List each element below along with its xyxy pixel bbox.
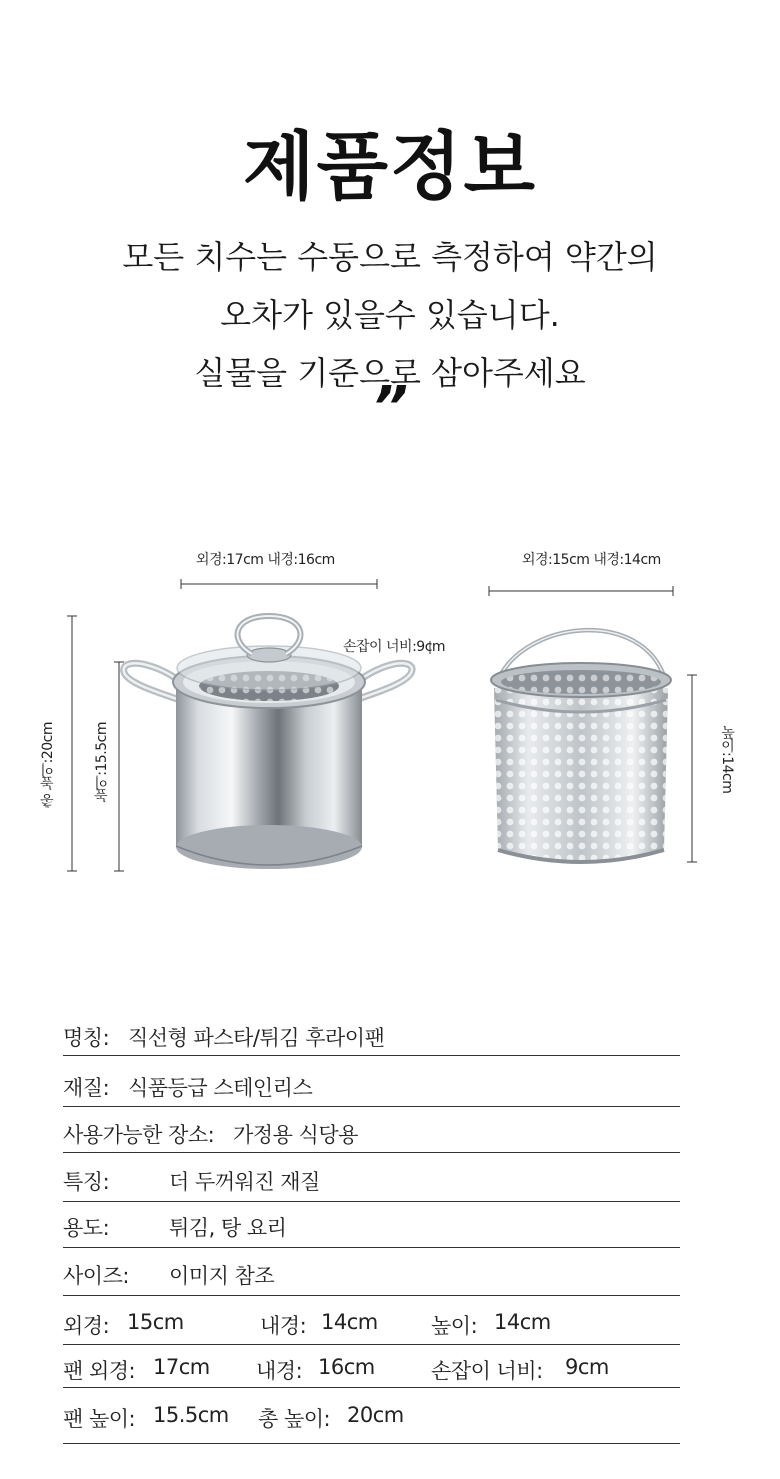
- spec-outer-value: 15cm: [127, 1310, 184, 1334]
- spec-row-basket-dims: [63, 1301, 680, 1345]
- basket-illustration: [491, 630, 671, 862]
- spec-pan-height-value: 15.5cm: [153, 1403, 229, 1427]
- total-height-label: 총 높이:20cm: [40, 722, 56, 808]
- spec-pan-outer-label: 팬 외경:: [63, 1359, 136, 1383]
- spec-usage-value: 튀김, 탕 요리: [169, 1216, 287, 1240]
- spec-total-height-value: 20cm: [347, 1403, 404, 1427]
- spec-handle-label: 손잡이 너비:: [431, 1359, 543, 1383]
- page-title: 제품정보: [243, 124, 537, 210]
- spec-usage-label: 용도:: [63, 1216, 110, 1240]
- spec-feature-label: 특징:: [63, 1170, 110, 1194]
- spec-size-value: 이미지 참조: [169, 1264, 275, 1288]
- pot-illustration: [124, 616, 412, 869]
- spec-total-height-label: 총 높이:: [258, 1407, 331, 1431]
- spec-row-heights: [63, 1393, 680, 1444]
- spec-row-material: [63, 1062, 680, 1107]
- spec-pan-inner-value: 16cm: [318, 1355, 375, 1379]
- handle-width-label: 손잡이 너비:9cm: [343, 639, 446, 655]
- spec-row-place: [63, 1112, 680, 1153]
- spec-row-name: [63, 1012, 680, 1056]
- basket-height-label: 높이:14cm: [719, 725, 735, 794]
- spec-inner-label: 내경:: [260, 1314, 307, 1338]
- spec-place-value: 가정용 식당용: [233, 1123, 358, 1147]
- notice-line-2: 오차가 있을수 있습니다.: [220, 296, 560, 334]
- spec-row-feature: [63, 1158, 680, 1202]
- spec-row-usage: [63, 1207, 680, 1248]
- spec-material-label: 재질:: [63, 1076, 110, 1100]
- spec-material-value: 식품등급 스테인리스: [128, 1076, 313, 1100]
- spec-inner-value: 14cm: [321, 1310, 378, 1334]
- basket-diameter-label: 외경:15cm 내경:14cm: [522, 552, 661, 568]
- spec-pan-inner-label: 내경:: [256, 1359, 303, 1383]
- notice-line-1: 모든 치수는 수동으로 측정하여 약간의: [122, 238, 658, 276]
- spec-place-label: 사용가능한 장소:: [63, 1123, 215, 1147]
- spec-name-value: 직선형 파스타/튀김 후라이팬: [128, 1026, 385, 1050]
- quote-mark: ”: [371, 375, 409, 440]
- spec-handle-value: 9cm: [565, 1355, 609, 1379]
- spec-outer-label: 외경:: [63, 1314, 110, 1338]
- pot-diameter-label: 외경:17cm 내경:16cm: [196, 552, 335, 568]
- spec-pan-height-label: 팬 높이:: [63, 1407, 136, 1431]
- spec-height-value: 14cm: [494, 1310, 551, 1334]
- spec-name-label: 명칭:: [63, 1026, 110, 1050]
- spec-size-label: 사이즈:: [63, 1264, 129, 1288]
- spec-row-pan-dims: [63, 1350, 680, 1388]
- spec-height-label: 높이:: [431, 1314, 478, 1338]
- spec-pan-outer-value: 17cm: [153, 1355, 210, 1379]
- spec-row-size: [63, 1253, 680, 1296]
- notice-line-3: 실물을 기준으로 삼아주세요: [194, 354, 586, 392]
- pot-height-label: 높이:15.5cm: [94, 722, 110, 803]
- spec-feature-value: 더 두꺼워진 재질: [169, 1170, 320, 1194]
